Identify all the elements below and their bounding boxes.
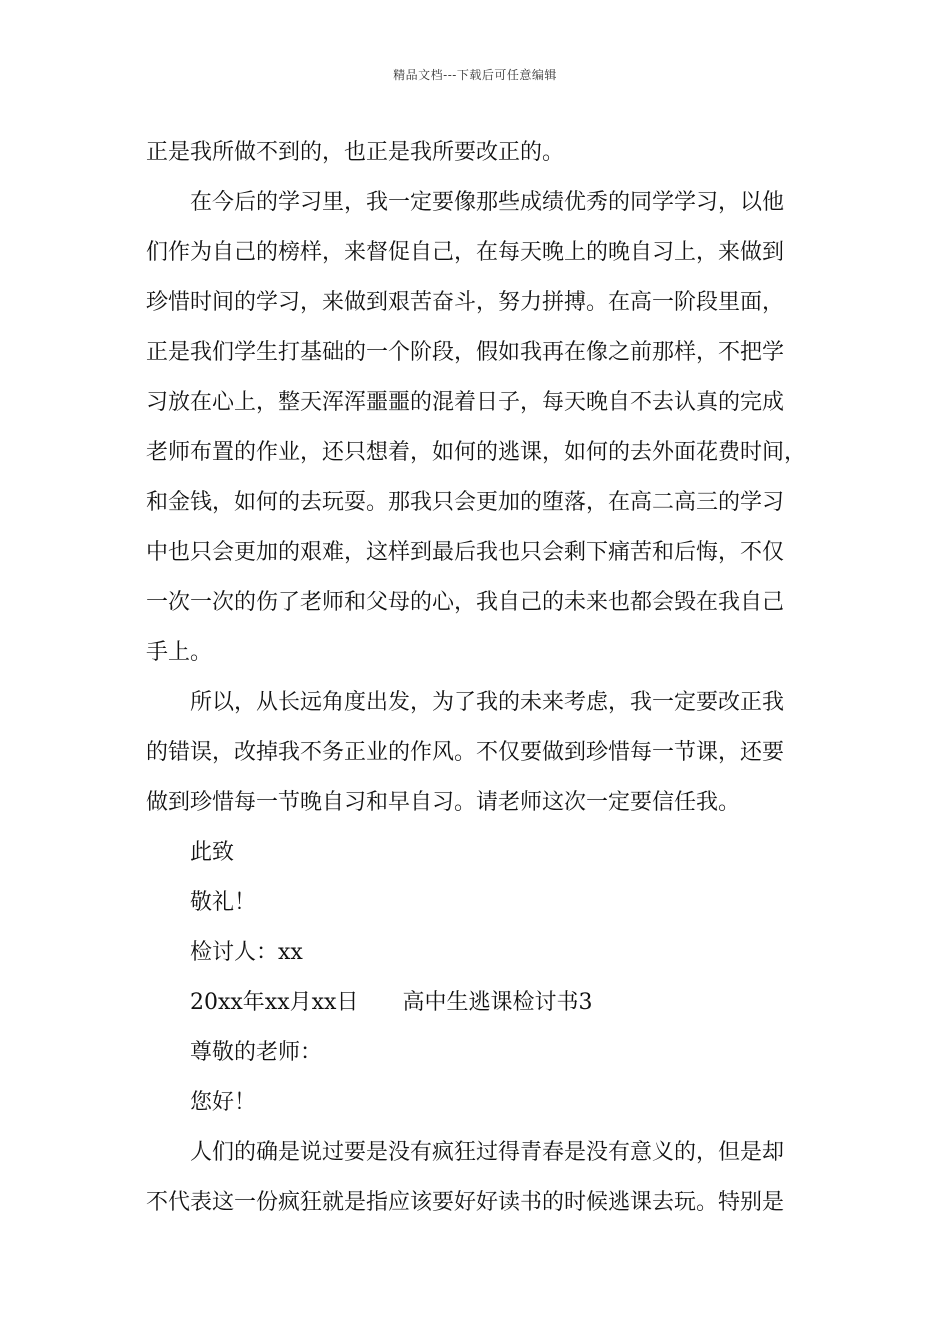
paragraph-line: 正是我所做不到的，也正是我所要改正的。 [146, 140, 565, 165]
closing-salutation: 此致 [190, 840, 235, 865]
paragraph-line: 做到珍惜每一节晚自习和早自习。请老师这次一定要信任我。 [146, 790, 741, 815]
signature-line: 检讨人：xx [190, 940, 303, 965]
paragraph-line: 老师布置的作业，还只想着，如何的逃课，如何的去外面花费时间， [146, 440, 807, 465]
closing-regards: 敬礼！ [190, 890, 257, 915]
document-body [146, 128, 814, 1228]
greeting-line: 您好！ [190, 1090, 257, 1115]
greeting-line: 尊敬的老师： [190, 1040, 323, 1065]
date: 20xx年xx月xx日 [190, 990, 359, 1015]
paragraph-line: 和金钱，如何的去玩耍。那我只会更加的堕落，在高二高三的学习 [146, 490, 785, 515]
paragraph-line: 中也只会更加的艰难，这样到最后我也只会剩下痛苦和后悔，不仅 [146, 540, 785, 565]
paragraph-line: 一次一次的伤了老师和父母的心，我自己的未来也都会毁在我自己 [146, 590, 785, 615]
paragraph-line: 们作为自己的榜样，来督促自己，在每天晚上的晚自习上，来做到 [146, 240, 785, 265]
paragraph-line: 不代表这一份疯狂就是指应该要好好读书的时候逃课去玩。特别是 [146, 1190, 785, 1215]
paragraph-line: 所以，从长远角度出发，为了我的未来考虑，我一定要改正我 [190, 690, 785, 715]
paragraph-line: 在今后的学习里，我一定要像那些成绩优秀的同学学习，以他 [190, 190, 785, 215]
paragraph-line: 正是我们学生打基础的一个阶段，假如我再在像之前那样，不把学 [146, 340, 785, 365]
paragraph-line: 珍惜时间的学习，来做到艰苦奋斗，努力拼搏。在高一阶段里面， [146, 290, 785, 315]
next-document-title: 高中生逃课检讨书3 [402, 990, 593, 1015]
paragraph-line: 习放在心上，整天浑浑噩噩的混着日子，每天晚自不去认真的完成 [146, 390, 785, 415]
paragraph-line: 人们的确是说过要是没有疯狂过得青春是没有意义的，但是却 [190, 1140, 785, 1165]
paragraph-line: 的错误，改掉我不务正业的作风。不仅要做到珍惜每一节课，还要 [146, 740, 785, 765]
page-header: 精品文档---下载后可任意编辑 [393, 68, 557, 82]
paragraph-line: 手上。 [146, 640, 213, 665]
date-title-line [146, 978, 814, 1028]
